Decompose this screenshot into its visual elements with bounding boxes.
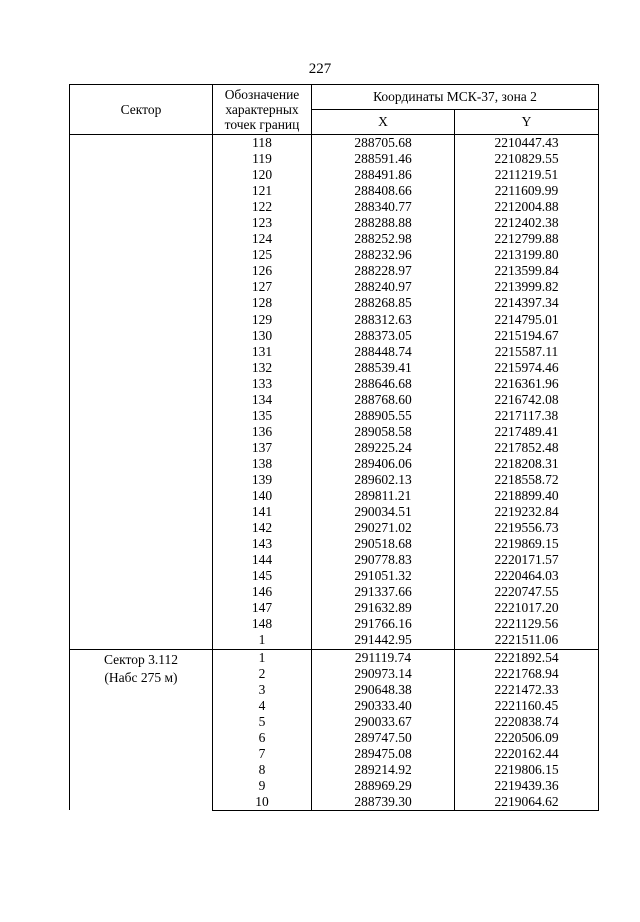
- table-body: [70, 135, 599, 811]
- x-cell: 290518.68: [312, 536, 455, 552]
- x-cell: 288408.66: [312, 183, 455, 199]
- page-number: 227: [308, 61, 332, 77]
- x-cell: 288312.63: [312, 312, 455, 328]
- x-cell: 291119.74: [312, 649, 455, 666]
- point-cell: 118: [213, 135, 312, 152]
- x-cell: 291766.16: [312, 616, 455, 632]
- x-cell: 289225.24: [312, 440, 455, 456]
- y-cell: 2219556.73: [455, 520, 599, 536]
- y-cell: 2220747.55: [455, 584, 599, 600]
- y-cell: 2212004.88: [455, 199, 599, 215]
- coordinates-table: [69, 84, 599, 811]
- point-cell: 120: [213, 167, 312, 183]
- x-cell: 288232.96: [312, 247, 455, 263]
- y-cell: 2213199.80: [455, 247, 599, 263]
- point-cell: 8: [213, 762, 312, 778]
- y-cell: 2217852.48: [455, 440, 599, 456]
- y-cell: 2214795.01: [455, 312, 599, 328]
- x-cell: 289058.58: [312, 424, 455, 440]
- x-cell: 288969.29: [312, 778, 455, 794]
- y-cell: 2214397.34: [455, 295, 599, 311]
- y-cell: 2220506.09: [455, 730, 599, 746]
- y-cell: 2210829.55: [455, 151, 599, 167]
- point-cell: 3: [213, 682, 312, 698]
- point-cell: 123: [213, 215, 312, 231]
- y-cell: 2219232.84: [455, 504, 599, 520]
- y-cell: 2219806.15: [455, 762, 599, 778]
- x-cell: 288705.68: [312, 135, 455, 152]
- x-cell: 291442.95: [312, 632, 455, 649]
- x-cell: 290034.51: [312, 504, 455, 520]
- point-cell: 1: [213, 649, 312, 666]
- x-cell: 288739.30: [312, 794, 455, 811]
- y-cell: 2220171.57: [455, 552, 599, 568]
- x-cell: 290778.83: [312, 552, 455, 568]
- y-cell: 2210447.43: [455, 135, 599, 152]
- point-cell: 138: [213, 456, 312, 472]
- header-x: X: [312, 110, 455, 135]
- x-cell: 289406.06: [312, 456, 455, 472]
- header-designation: Обозначение характерных точек границ: [213, 85, 312, 135]
- point-cell: 126: [213, 263, 312, 279]
- header-coordinates: Координаты МСК-37, зона 2: [312, 85, 599, 110]
- y-cell: 2221160.45: [455, 698, 599, 714]
- x-cell: 289214.92: [312, 762, 455, 778]
- y-cell: 2217117.38: [455, 408, 599, 424]
- point-cell: 6: [213, 730, 312, 746]
- x-cell: 291051.32: [312, 568, 455, 584]
- point-cell: 133: [213, 376, 312, 392]
- point-cell: 130: [213, 328, 312, 344]
- y-cell: 2220464.03: [455, 568, 599, 584]
- y-cell: 2211609.99: [455, 183, 599, 199]
- y-cell: 2213599.84: [455, 263, 599, 279]
- y-cell: 2221017.20: [455, 600, 599, 616]
- sector-label: (Набс 275 м): [104, 669, 178, 685]
- y-cell: 2219869.15: [455, 536, 599, 552]
- table-header: [70, 85, 599, 135]
- x-cell: 288768.60: [312, 392, 455, 408]
- point-cell: 10: [213, 794, 312, 811]
- x-cell: 290033.67: [312, 714, 455, 730]
- point-cell: 144: [213, 552, 312, 568]
- x-cell: 288448.74: [312, 344, 455, 360]
- point-cell: 122: [213, 199, 312, 215]
- point-cell: 9: [213, 778, 312, 794]
- point-cell: 121: [213, 183, 312, 199]
- x-cell: 291632.89: [312, 600, 455, 616]
- point-cell: 127: [213, 279, 312, 295]
- x-cell: 288240.97: [312, 279, 455, 295]
- y-cell: 2219439.36: [455, 778, 599, 794]
- point-cell: 137: [213, 440, 312, 456]
- y-cell: 2215194.67: [455, 328, 599, 344]
- y-cell: 2221892.54: [455, 649, 599, 666]
- x-cell: 290271.02: [312, 520, 455, 536]
- y-cell: 2215974.46: [455, 360, 599, 376]
- x-cell: 289475.08: [312, 746, 455, 762]
- x-cell: 288288.88: [312, 215, 455, 231]
- y-cell: 2217489.41: [455, 424, 599, 440]
- x-cell: 288591.46: [312, 151, 455, 167]
- point-cell: 146: [213, 584, 312, 600]
- x-cell: 288373.05: [312, 328, 455, 344]
- y-cell: 2219064.62: [455, 794, 599, 811]
- x-cell: 290333.40: [312, 698, 455, 714]
- point-cell: 124: [213, 231, 312, 247]
- y-cell: 2220162.44: [455, 746, 599, 762]
- x-cell: 290648.38: [312, 682, 455, 698]
- point-cell: 119: [213, 151, 312, 167]
- point-cell: 142: [213, 520, 312, 536]
- point-cell: 1: [213, 632, 312, 649]
- sector-cell: [70, 135, 213, 650]
- y-cell: 2212799.88: [455, 231, 599, 247]
- point-cell: 5: [213, 714, 312, 730]
- point-cell: 2: [213, 666, 312, 682]
- y-cell: 2218208.31: [455, 456, 599, 472]
- y-cell: 2212402.38: [455, 215, 599, 231]
- y-cell: 2211219.51: [455, 167, 599, 183]
- point-cell: 128: [213, 295, 312, 311]
- point-cell: 147: [213, 600, 312, 616]
- x-cell: 289811.21: [312, 488, 455, 504]
- y-cell: 2221129.56: [455, 616, 599, 632]
- point-cell: 132: [213, 360, 312, 376]
- point-cell: 136: [213, 424, 312, 440]
- sector-cell: [70, 649, 213, 810]
- y-cell: 2218899.40: [455, 488, 599, 504]
- point-cell: 148: [213, 616, 312, 632]
- point-cell: 139: [213, 472, 312, 488]
- point-cell: 135: [213, 408, 312, 424]
- x-cell: 288340.77: [312, 199, 455, 215]
- header-y: Y: [455, 110, 599, 135]
- x-cell: 289747.50: [312, 730, 455, 746]
- sector-label: Сектор 3.112: [103, 651, 178, 667]
- x-cell: 289602.13: [312, 472, 455, 488]
- point-cell: 140: [213, 488, 312, 504]
- point-cell: 141: [213, 504, 312, 520]
- y-cell: 2221472.33: [455, 682, 599, 698]
- point-cell: 129: [213, 312, 312, 328]
- x-cell: 288491.86: [312, 167, 455, 183]
- point-cell: 7: [213, 746, 312, 762]
- point-cell: 131: [213, 344, 312, 360]
- y-cell: 2218558.72: [455, 472, 599, 488]
- x-cell: 288539.41: [312, 360, 455, 376]
- x-cell: 288905.55: [312, 408, 455, 424]
- table-row: [70, 135, 599, 152]
- x-cell: 288646.68: [312, 376, 455, 392]
- x-cell: 290973.14: [312, 666, 455, 682]
- y-cell: 2216361.96: [455, 376, 599, 392]
- x-cell: 291337.66: [312, 584, 455, 600]
- y-cell: 2215587.11: [455, 344, 599, 360]
- y-cell: 2216742.08: [455, 392, 599, 408]
- header-sector: Сектор: [70, 85, 213, 135]
- x-cell: 288268.85: [312, 295, 455, 311]
- point-cell: 134: [213, 392, 312, 408]
- point-cell: 145: [213, 568, 312, 584]
- point-cell: 125: [213, 247, 312, 263]
- table-row: [70, 649, 599, 666]
- point-cell: 143: [213, 536, 312, 552]
- y-cell: 2221768.94: [455, 666, 599, 682]
- x-cell: 288252.98: [312, 231, 455, 247]
- y-cell: 2220838.74: [455, 714, 599, 730]
- point-cell: 4: [213, 698, 312, 714]
- y-cell: 2221511.06: [455, 632, 599, 649]
- y-cell: 2213999.82: [455, 279, 599, 295]
- x-cell: 288228.97: [312, 263, 455, 279]
